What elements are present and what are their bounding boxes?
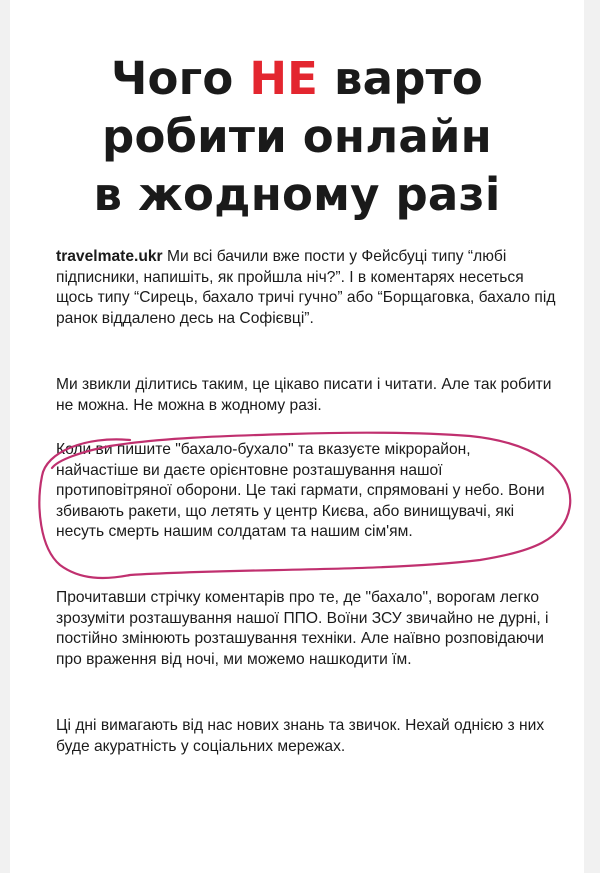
post-title [10, 50, 584, 224]
post-paragraph-3-highlighted: Коли ви пишите "бахало-бухало" та вказуєте мікрорайон, найчастіше ви даєте орієнтовне розташування нашої протиповітряної оборони. Це такі гармати, спрямовані у небо. Вони збивають ракети, що летять у центр Києва, або винищувачі, які несуть смерть нашим солдатам та нашим сім'ям. [56, 441, 545, 540]
title-text-end: варто [318, 52, 484, 106]
post-paragraph-5: Ці дні вимагають від нас нових знань та звичок. Нехай однією з них буде акуратність у соціальних мережах. [56, 717, 545, 755]
post-paragraph-2: Ми звикли ділитись таким, це цікаво писати і читати. Але так робити не можна. Не можна в жодному разі. [56, 376, 552, 414]
post-paragraph-intro [56, 247, 556, 329]
intro-text: Ми всі бачили вже пости у Фейсбуці типу “любі підписники, напишіть, як пройшла ніч?”. І в коментарях несеться щось типу “Сирець, бахало тричі гучно” або “Борщаговка, бахало під ранок віддалено десь на Софієвці”. [56, 248, 556, 327]
title-line-2: робити онлайн [102, 110, 492, 164]
title-line-1 [10, 50, 584, 108]
post-paragraph-4: Прочитавши стрічку коментарів про те, де "бахало", ворогам легко зрозуміти розташування нашої ППО. Воїни ЗСУ звичайно не дурні, і постійно змінюють розташування техніки. Але наївно розповідаючи про враження від ночі, ми можемо нашкодити їм. [56, 589, 549, 668]
title-highlight: НЕ [249, 52, 319, 106]
title-line-3: в жодному разі [93, 168, 501, 222]
title-text-start: Чого [110, 52, 250, 106]
author-name: travelmate.ukr [56, 248, 163, 265]
post-card [10, 0, 584, 873]
